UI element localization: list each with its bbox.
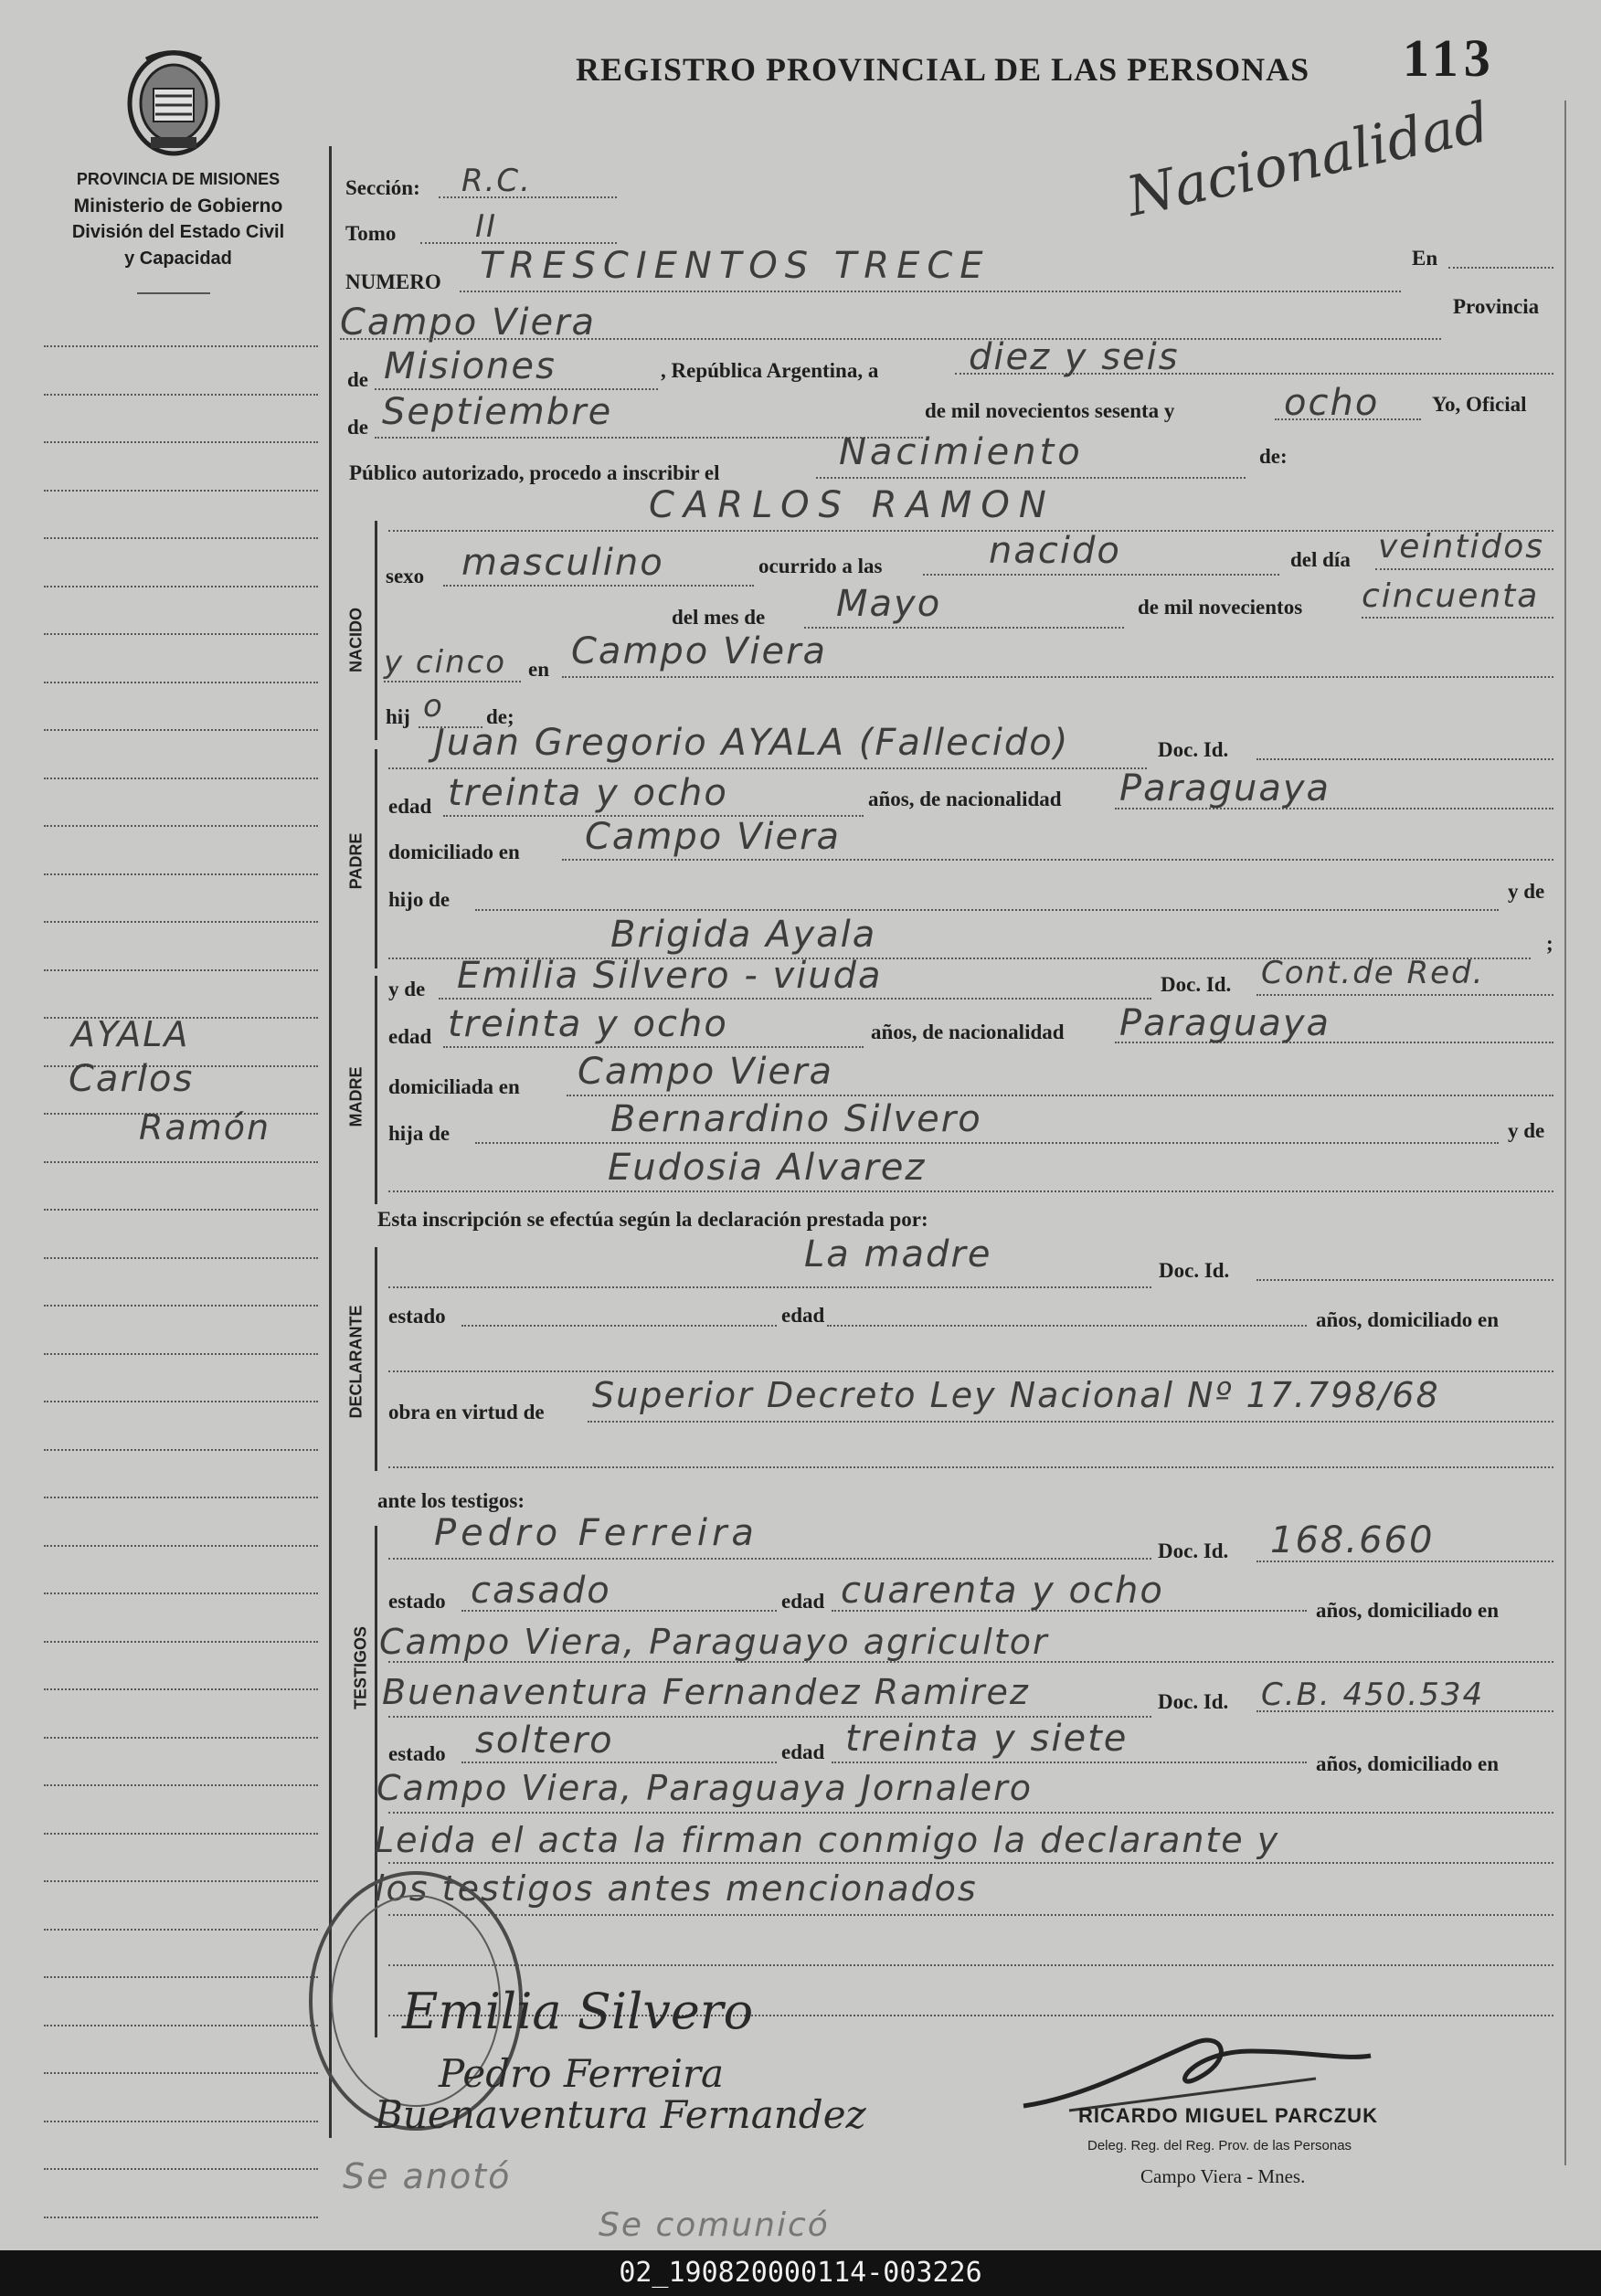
- margin-ruled-line: [44, 1161, 318, 1163]
- margin-nombre-2: Ramón: [139, 1107, 271, 1148]
- mes-value: Septiembre: [382, 391, 613, 433]
- declarante-estado-line: [461, 1325, 777, 1327]
- padre-yde-label: y de: [1508, 880, 1545, 903]
- testigo2-nombre: Buenaventura Fernandez Ramirez: [382, 1672, 1030, 1712]
- lugar-nac-line: [562, 676, 1553, 678]
- mil-label: de mil novecientos sesenta y: [925, 399, 1175, 422]
- de2-label: de:: [1259, 445, 1288, 468]
- firma-testigo-2: Buenaventura Fernandez: [375, 2092, 866, 2137]
- margin-ruled-line: [44, 1880, 318, 1882]
- madre-madre-line: [388, 1190, 1553, 1192]
- madre-nombre: Emilia Silvero - viuda: [457, 955, 883, 997]
- oficial-cargo: Deleg. Reg. del Reg. Prov. de las Personas: [1087, 2138, 1352, 2153]
- nota-comunico: Se comunicó: [599, 2206, 830, 2244]
- padre-dom-line: [562, 859, 1553, 861]
- madre-hija-label: hija de: [388, 1122, 451, 1145]
- lugar-nac-value: Campo Viera: [571, 630, 828, 672]
- declarante-estado-label: estado: [388, 1305, 446, 1328]
- madre-madre-value: Eudosia Alvarez: [608, 1147, 927, 1189]
- margin-divider: [329, 146, 332, 2138]
- margin-ruled-line: [44, 873, 318, 875]
- margin-ruled-line: [44, 1257, 318, 1259]
- margin-ruled-line: [44, 1545, 318, 1547]
- padre-edad-value: treinta y ocho: [448, 772, 728, 814]
- padre-doc-line: [1256, 758, 1553, 760]
- margin-ruled-line: [44, 586, 318, 587]
- margin-ruled-line: [44, 633, 318, 635]
- provincia-value: Misiones: [384, 345, 557, 387]
- testigo1-estado-label: estado: [388, 1590, 446, 1613]
- margin-ruled-line: [44, 1737, 318, 1739]
- ocurrido-label: ocurrido a las: [758, 555, 883, 577]
- declarante-intro: Esta inscripción se efectúa según la declaración prestada por:: [377, 1208, 928, 1231]
- padre-bracket: [375, 749, 377, 968]
- numero-line: [460, 291, 1401, 292]
- margin-ruled-line: [44, 2168, 318, 2170]
- declarante-edad-label: edad: [781, 1304, 825, 1327]
- mes-nac-value: Mayo: [836, 583, 942, 625]
- madre-edad-label: edad: [388, 1025, 432, 1048]
- nacido-section-label: NACIDO: [346, 608, 366, 672]
- margin-ruled-line: [44, 1353, 318, 1355]
- tomo-label: Tomo: [345, 222, 397, 245]
- sexo-value: masculino: [461, 542, 664, 584]
- cierre-linea-2: los testigos antes mencionados: [375, 1868, 978, 1909]
- margin-ruled-line: [44, 1688, 318, 1690]
- testigo2-edad-value: treinta y siete: [845, 1718, 1129, 1760]
- padre-section-label: PADRE: [346, 832, 366, 890]
- margin-ruled-line: [44, 778, 318, 779]
- acto-line: [816, 477, 1246, 479]
- margin-ruled-line: [44, 394, 318, 396]
- declarante-dom-line: [388, 1370, 1553, 1372]
- madre-yde-label: y de: [388, 978, 426, 1000]
- padre-nac-value: Paraguaya: [1119, 767, 1331, 809]
- en-line: [1448, 267, 1553, 269]
- declarante-obra-label: obra en virtud de: [388, 1401, 545, 1423]
- testigo2-edad-label: edad: [781, 1741, 825, 1763]
- margin-ruled-line: [44, 921, 318, 923]
- mil-nac-label: de mil novecientos: [1138, 596, 1303, 619]
- testigo2-doc-label: Doc. Id.: [1158, 1690, 1229, 1713]
- madre-padre-value: Bernardino Silvero: [610, 1098, 982, 1140]
- hora-line: [923, 574, 1279, 576]
- mes-nac-label: del mes de: [672, 606, 766, 629]
- anio2-line: [384, 681, 521, 682]
- right-border: [1564, 101, 1566, 2165]
- margin-ruled-line: [44, 825, 318, 827]
- de-mes-label: de: [347, 416, 368, 439]
- margin-nombre-1: Carlos: [69, 1058, 195, 1100]
- testigo1-doc-value: 168.660: [1270, 1519, 1435, 1561]
- margin-ruled-line: [44, 1401, 318, 1402]
- hora-value: nacido: [989, 530, 1121, 572]
- declarante-doc-line: [1256, 1279, 1553, 1281]
- mes-nac-line: [804, 627, 1124, 629]
- sexo-label: sexo: [386, 565, 425, 587]
- margin-ruled-line: [44, 682, 318, 683]
- madre-hija-line: [475, 1142, 1499, 1144]
- declarante-extra-line: [388, 1466, 1553, 1468]
- page-title: REGISTRO PROVINCIAL DE LAS PERSONAS: [576, 51, 1310, 88]
- dia-label: del día: [1290, 548, 1351, 571]
- padre-dom-label: domiciliado en: [388, 841, 520, 863]
- madre-nombre-line: [439, 998, 1151, 1000]
- cierre-linea-1: Leida el acta la firman conmigo la declarante y: [375, 1820, 1280, 1860]
- testigo1-estado-value: casado: [471, 1570, 611, 1612]
- testigo2-edad-line: [832, 1762, 1307, 1763]
- testigos-section-label: TESTIGOS: [351, 1626, 370, 1710]
- en-nac-label: en: [528, 658, 549, 681]
- padre-dom-value: Campo Viera: [585, 816, 842, 858]
- en-label: En: [1412, 247, 1438, 270]
- seccion-value: R.C.: [461, 163, 532, 199]
- anio-value: ocho: [1284, 382, 1380, 424]
- testigo1-anos-label: años, domiciliado en: [1316, 1599, 1500, 1622]
- de-label: de: [347, 368, 368, 391]
- cierre-line-2: [388, 1914, 1553, 1916]
- declarante-nombre: La madre: [804, 1233, 992, 1275]
- madre-doc-label: Doc. Id.: [1161, 973, 1232, 996]
- annotation-stamp: Nacionalidad: [1121, 90, 1495, 230]
- provincia-line: [375, 388, 658, 390]
- firma-declarante: Emilia Silvero: [402, 1983, 754, 2040]
- tomo-value: II: [475, 208, 498, 245]
- testigo1-edad-label: edad: [781, 1590, 825, 1613]
- margin-ruled-line: [44, 1641, 318, 1643]
- margin-ruled-line: [44, 2121, 318, 2122]
- testigo2-estado-line: [461, 1762, 777, 1763]
- testigo2-estado-label: estado: [388, 1742, 446, 1765]
- padre-nac-label: años, de nacionalidad: [868, 788, 1062, 810]
- testigo2-estado-value: soltero: [475, 1719, 614, 1762]
- margin-ruled-line: [44, 1976, 318, 1978]
- madre-dom-value: Campo Viera: [578, 1051, 834, 1093]
- testigo1-edad-value: cuarenta y ocho: [841, 1570, 1164, 1612]
- madre-doc-line: [1256, 994, 1553, 996]
- margin-ruled-line: [44, 729, 318, 731]
- testigos-intro: ante los testigos:: [377, 1489, 525, 1512]
- anio-nac-value: cincuenta: [1362, 577, 1540, 615]
- padre-padres-value: Brigida Ayala: [610, 914, 877, 956]
- margin-ruled-line: [44, 1305, 318, 1307]
- ministry-block: [27, 166, 329, 272]
- oficial-lugar: Campo Viera - Mnes.: [1140, 2165, 1306, 2187]
- ministry-line-2: Ministerio de Gobierno: [73, 196, 283, 217]
- declarante-edad-line: [827, 1325, 1307, 1327]
- hij-de-label: de;: [486, 705, 514, 728]
- padre-hijo-label: hijo de: [388, 888, 451, 911]
- lugar-value: Campo Viera: [340, 302, 597, 344]
- declarante-section-label: DECLARANTE: [346, 1305, 366, 1419]
- declarante-bracket: [375, 1247, 377, 1471]
- numero-label: NUMERO: [345, 270, 441, 293]
- madre-nac-label: años, de nacionalidad: [871, 1021, 1065, 1043]
- testigo1-doc-label: Doc. Id.: [1158, 1539, 1229, 1562]
- declarante-nombre-line: [388, 1286, 1151, 1288]
- madre-yde2-label: y de: [1508, 1119, 1545, 1142]
- tomo-line: [420, 242, 617, 244]
- margin-ruled-line: [44, 1209, 318, 1211]
- nota-anoto: Se anotó: [343, 2156, 512, 2196]
- testigo1-domicilio: Campo Viera, Paraguayo agricultor: [379, 1622, 1049, 1662]
- margin-ruled-line: [44, 1497, 318, 1498]
- dia-value: diez y seis: [969, 336, 1180, 378]
- padre-edad-label: edad: [388, 795, 432, 818]
- sexo-line: [443, 585, 754, 587]
- footer-id: 02_190820000114-003226: [0, 2250, 1601, 2296]
- republica-label: , República Argentina, a: [661, 359, 879, 382]
- anio-nac-line: [1362, 617, 1553, 619]
- margin-apellido: AYALA: [71, 1014, 190, 1054]
- yo-label: Yo, Oficial: [1432, 393, 1527, 416]
- ministry-line-4: y Capacidad: [124, 249, 232, 269]
- margin-ruled-line: [44, 2072, 318, 2074]
- acto-value: Nacimiento: [839, 431, 1084, 473]
- hij-label: hij: [386, 705, 410, 728]
- madre-bracket: [375, 976, 377, 1204]
- margin-ruled-line: [44, 969, 318, 971]
- nacido-nombre: CARLOS RAMON: [649, 484, 1055, 526]
- margin-ruled-line: [44, 2025, 318, 2026]
- margin-ruled-line: [44, 1833, 318, 1835]
- cierre-line-3: [388, 1964, 1553, 1966]
- padre-doc-label: Doc. Id.: [1158, 738, 1229, 761]
- provincial-emblem: [119, 41, 228, 160]
- testigo1-nombre-line: [388, 1558, 1151, 1560]
- declarante-anos-label: años, domiciliado en: [1316, 1308, 1500, 1331]
- madre-nac-value: Paraguaya: [1119, 1002, 1331, 1044]
- numero-value: TRESCIENTOS TRECE: [480, 245, 991, 287]
- madre-doc-value: Cont.de Red.: [1261, 955, 1485, 991]
- declarante-obra-line: [588, 1421, 1553, 1423]
- testigo2-doc-value: C.B. 450.534: [1261, 1677, 1485, 1713]
- madre-edad-value: treinta y ocho: [448, 1003, 728, 1045]
- madre-dom-line: [567, 1095, 1553, 1096]
- madre-edad-line: [443, 1046, 864, 1048]
- nacido-bracket: [375, 521, 377, 740]
- dia-nac-value: veintidos: [1378, 528, 1545, 566]
- margin-ruled-line: [44, 537, 318, 539]
- madre-dom-label: domiciliada en: [388, 1075, 520, 1098]
- testigo1-nombre: Pedro Ferreira: [434, 1512, 758, 1554]
- margin-ruled-line: [44, 1592, 318, 1594]
- padre-semicolon: ;: [1546, 932, 1553, 955]
- madre-section-label: MADRE: [346, 1066, 366, 1127]
- margin-ruled-line: [44, 1784, 318, 1786]
- margin-ruled-line: [44, 1449, 318, 1451]
- testigo2-dom-line: [388, 1812, 1553, 1814]
- provincia-label: Provincia: [1453, 295, 1540, 318]
- margin-ruled-line: [44, 2217, 318, 2218]
- margin-ruled-line: [44, 345, 318, 347]
- publico-label: Público autorizado, procedo a inscribir el: [349, 461, 720, 484]
- padre-hijo-line: [475, 909, 1499, 911]
- declarante-doc-label: Doc. Id.: [1159, 1259, 1230, 1282]
- ministry-line-3: División del Estado Civil: [71, 222, 285, 242]
- oficial-nombre: RICARDO MIGUEL PARCZUK: [1078, 2104, 1378, 2127]
- lugar-line: [340, 338, 1441, 340]
- margin-ruled-line: [44, 441, 318, 443]
- ministry-rule: [137, 292, 210, 294]
- margin-ruled-line: [44, 1929, 318, 1931]
- ministry-line-1: PROVINCIA DE MISIONES: [76, 170, 281, 188]
- margin-ruled-line: [44, 490, 318, 492]
- declarante-obra-value: Superior Decreto Ley Nacional Nº 17.798/68: [592, 1375, 1440, 1415]
- hij-value: o: [423, 688, 444, 725]
- record-number: 113: [1403, 28, 1496, 88]
- anio2-nac-value: y cinco: [384, 644, 507, 681]
- testigo2-domicilio: Campo Viera, Paraguaya Jornalero: [376, 1768, 1033, 1808]
- testigo1-dom-line: [388, 1661, 1553, 1663]
- padre-nombre-line: [388, 767, 1147, 769]
- testigo2-anos-label: años, domiciliado en: [1316, 1752, 1500, 1775]
- padre-nombre: Juan Gregorio AYALA (Fallecido): [434, 722, 1070, 764]
- cierre-line-1: [388, 1862, 1553, 1864]
- seccion-label: Sección:: [345, 176, 420, 199]
- dia-line: [1375, 568, 1553, 570]
- firma-testigo-1: Pedro Ferreira: [439, 2051, 725, 2096]
